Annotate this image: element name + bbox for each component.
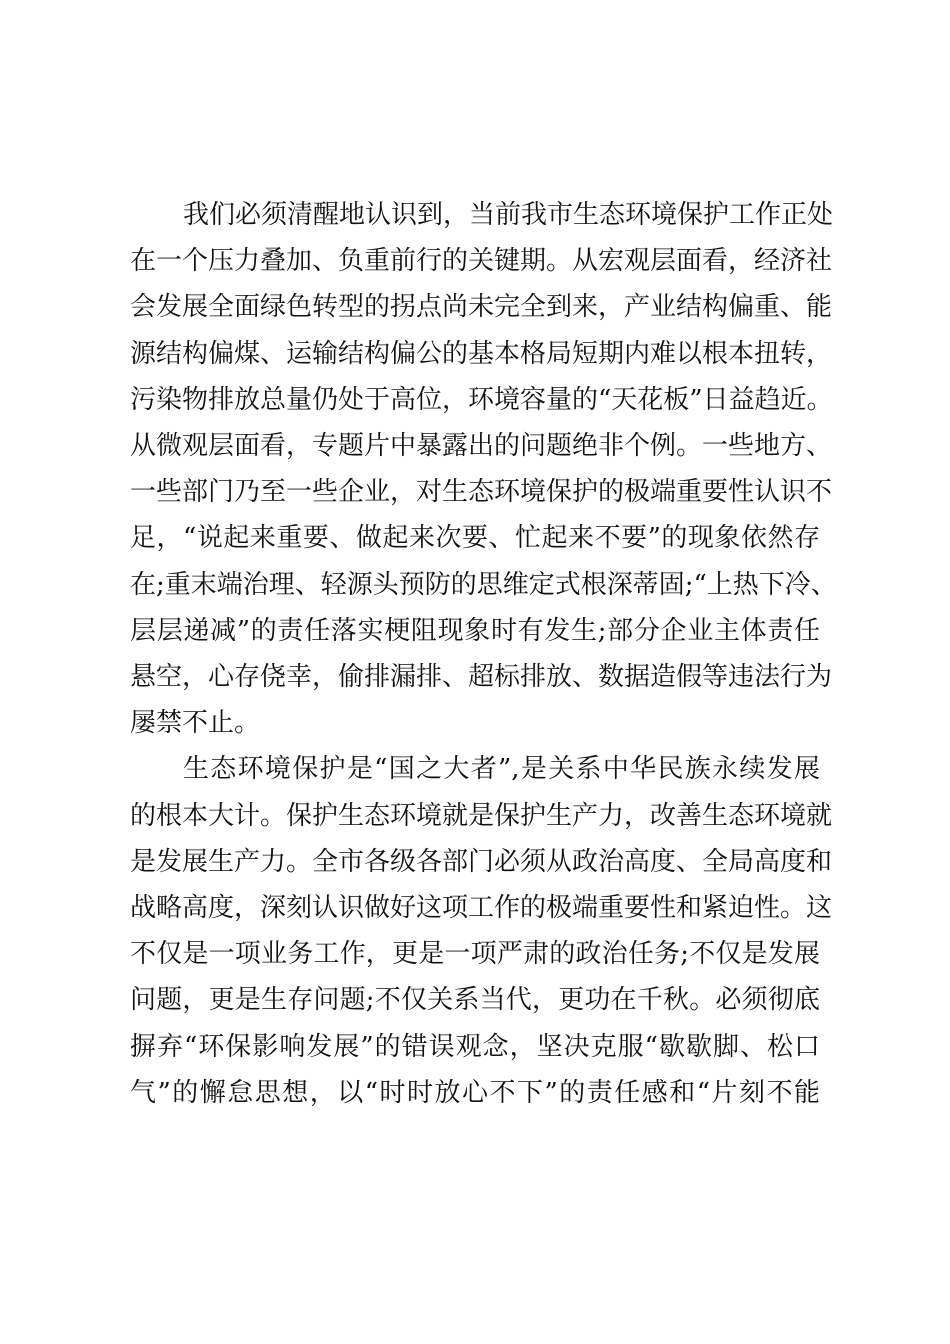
text-line: 摒弃“环保影响发展”的错误观念，坚决克服“歇歇脚、松口 bbox=[130, 1031, 820, 1062]
text-line: 一些部门乃至一些企业，对生态环境保护的极端重要性认识不 bbox=[130, 477, 833, 508]
text-line: 在一个压力叠加、负重前行的关键期。从宏观层面看，经济社 bbox=[130, 246, 833, 277]
text-line: 是发展生产力。全市各级各部门必须从政治高度、全局高度和 bbox=[130, 846, 833, 877]
text-line: 不仅是一项业务工作，更是一项严肃的政治任务;不仅是发展 bbox=[130, 939, 820, 970]
text-line: 从微观层面看，专题片中暴露出的问题绝非个例。一些地方、 bbox=[130, 431, 833, 461]
text-line: 污染物排放总量仍处于高位，环境容量的“天花板”日益趋近。 bbox=[130, 384, 833, 415]
text-line: 的根本大计。保护生态环境就是保护生产力，改善生态环境就 bbox=[130, 800, 833, 831]
text-line: 我们必须清醒地认识到，当前我市生态环境保护工作正处 bbox=[183, 200, 834, 230]
text-line: 问题，更是生存问题;不仅关系当代，更功在千秋。必须彻底 bbox=[130, 985, 820, 1016]
text-line: 源结构偏煤、运输结构偏公的基本格局短期内难以根本扭转， bbox=[130, 338, 833, 369]
text-line: 屡禁不止。 bbox=[130, 708, 261, 739]
text-line: 战略高度，深刻认识做好这项工作的极端重要性和紧迫性。这 bbox=[130, 893, 833, 923]
text-line: 层层递减”的责任落实梗阻现象时有发生;部分企业主体责任 bbox=[130, 615, 820, 646]
text-line: 悬空，心存侥幸，偷排漏排、超标排放、数据造假等违法行为 bbox=[130, 662, 833, 692]
text-line: 足，“说起来重要、做起来次要、忙起来不要”的现象依然存 bbox=[130, 523, 820, 554]
text-line: 生态环境保护是“国之大者”,是关系中华民族永续发展 bbox=[183, 754, 820, 785]
text-line: 在;重末端治理、轻源头预防的思维定式根深蒂固;“上热下冷、 bbox=[130, 569, 837, 600]
text-line: 气”的懈怠思想，以“时时放心不下”的责任感和“片刻不能 bbox=[130, 1077, 820, 1108]
text-line: 会发展全面绿色转型的拐点尚未完全到来，产业结构偏重、能 bbox=[130, 292, 833, 323]
